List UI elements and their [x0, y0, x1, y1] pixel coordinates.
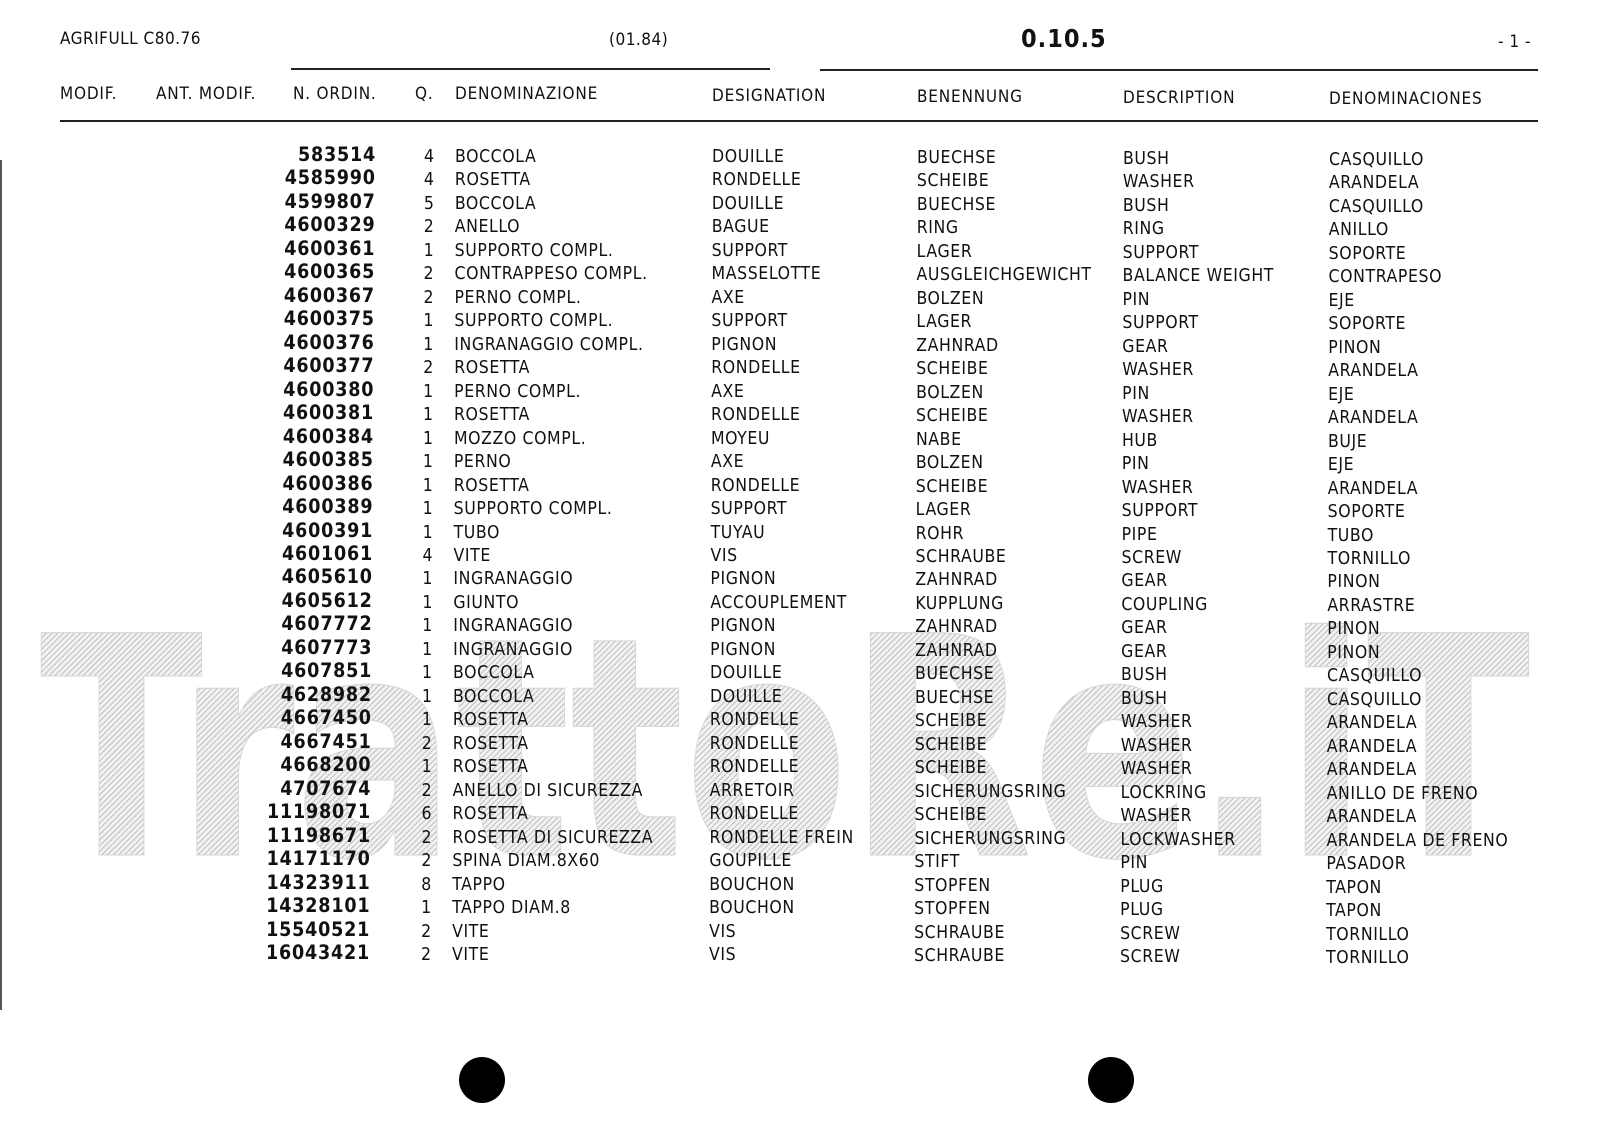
denominazione: BOCCOLA: [455, 147, 537, 167]
designation: RONDELLE: [711, 358, 801, 379]
quantity: 2: [421, 851, 432, 872]
denominacion: PINON: [1327, 572, 1381, 593]
denominazione: ROSETTA: [452, 757, 529, 778]
designation: GOUPILLE: [709, 851, 792, 872]
benennung: SCHEIBE: [914, 711, 988, 732]
description: HUB: [1121, 430, 1158, 451]
designation: PIGNON: [710, 569, 777, 590]
benennung: AUSGLEICHGEWICHT: [916, 265, 1092, 286]
designation: VIS: [710, 546, 738, 566]
quantity: 2: [421, 827, 433, 848]
denominazione: PERNO: [453, 452, 512, 473]
denominacion: ANILLO DE FRENO: [1326, 783, 1479, 804]
part-number: 4628982: [280, 682, 372, 706]
denominazione: SUPPORTO COMPL.: [453, 499, 613, 520]
benennung: SCHEIBE: [914, 805, 987, 826]
denominacion: ARANDELA: [1328, 408, 1419, 429]
description: SUPPORT: [1121, 501, 1199, 522]
quantity: 4: [422, 546, 434, 566]
benennung: ZAHNRAD: [915, 570, 998, 591]
part-number: 4600389: [282, 495, 374, 519]
denominacion: CASQUILLO: [1328, 196, 1424, 217]
part-number: 11198671: [266, 823, 371, 847]
quantity: 1: [423, 405, 434, 426]
benennung: SCHEIBE: [916, 359, 989, 380]
denominacion: CASQUILLO: [1327, 666, 1423, 687]
benennung: LAGER: [916, 312, 973, 333]
designation: VIS: [709, 945, 737, 965]
denominacion: ARANDELA DE FRENO: [1326, 830, 1509, 851]
part-number: 4601061: [281, 542, 373, 565]
description: PIN: [1121, 454, 1150, 475]
col-modif: MODIF.: [60, 84, 118, 104]
benennung: BOLZEN: [916, 288, 985, 309]
print-date: (01.84): [609, 30, 669, 50]
designation: AXE: [711, 381, 745, 402]
quantity: 2: [421, 945, 432, 965]
denominacion: TAPON: [1326, 877, 1382, 898]
part-number: 4599807: [284, 189, 376, 213]
benennung: BUECHSE: [914, 687, 995, 708]
col-qty: Q.: [415, 84, 434, 104]
designation: RONDELLE: [709, 733, 800, 754]
designation: AXE: [710, 452, 745, 473]
quantity: 1: [422, 663, 433, 684]
description: WASHER: [1120, 806, 1193, 827]
col-french: DESIGNATION: [712, 86, 827, 106]
description: LOCKWASHER: [1120, 829, 1236, 850]
denominacion: TUBO: [1327, 525, 1375, 546]
designation: SUPPORT: [711, 240, 789, 261]
benennung: BUECHSE: [917, 148, 997, 168]
benennung: BUECHSE: [916, 194, 997, 215]
denominazione: SUPPORTO COMPL.: [454, 311, 614, 332]
description: PIN: [1120, 853, 1149, 874]
description: BALANCE WEIGHT: [1122, 266, 1274, 287]
denominazione: ROSETTA: [454, 170, 531, 191]
designation: MOYEU: [710, 428, 771, 449]
description: SUPPORT: [1122, 242, 1200, 263]
col-german: BENENNUNG: [917, 87, 1023, 107]
part-number: 4600384: [282, 424, 374, 448]
denominacion: PINON: [1327, 619, 1381, 640]
denominazione: ANELLO: [454, 217, 521, 238]
benennung: SCHRAUBE: [914, 946, 1005, 966]
benennung: KUPPLUNG: [915, 593, 1004, 614]
part-number: 4600391: [282, 518, 374, 542]
denominazione: TAPPO: [452, 874, 506, 895]
benennung: STOPFEN: [914, 899, 991, 920]
quantity: 1: [422, 616, 433, 637]
quantity: 1: [423, 334, 434, 355]
denominazione: INGRANAGGIO: [453, 639, 574, 660]
part-number: 14328101: [266, 894, 371, 918]
part-number: 11198071: [266, 800, 372, 824]
part-number: 4607773: [281, 635, 373, 659]
benennung: SCHEIBE: [915, 476, 989, 497]
quantity: 1: [422, 522, 434, 543]
benennung: BOLZEN: [916, 382, 984, 403]
svg-text:TrattoRe.iT: TrattoRe.iT: [40, 572, 1532, 927]
quantity: 2: [423, 358, 434, 379]
denominazione: ROSETTA: [452, 710, 529, 731]
denominacion: ANILLO: [1328, 220, 1389, 241]
denominacion: PINON: [1327, 642, 1381, 663]
benennung: NABE: [915, 429, 962, 450]
denominazione: ROSETTA DI SICUREZZA: [452, 827, 654, 848]
designation: BOUCHON: [709, 898, 795, 919]
designation: SUPPORT: [710, 499, 788, 520]
denominacion: ARANDELA: [1327, 478, 1419, 499]
part-number: 4600361: [284, 236, 376, 260]
designation: VIS: [709, 921, 737, 942]
description: WASHER: [1120, 735, 1193, 756]
quantity: 1: [422, 592, 433, 613]
description: COUPLING: [1121, 594, 1208, 615]
denominacion: PASADOR: [1326, 854, 1407, 875]
scan-edge: [0, 160, 2, 1010]
part-number: 4585990: [284, 166, 376, 190]
designation: RONDELLE: [709, 804, 799, 825]
description: BUSH: [1123, 149, 1170, 169]
denominazione: CONTRAPPESO COMPL.: [454, 264, 648, 285]
table-header-rule: [60, 120, 1538, 122]
designation: DOUILLE: [710, 663, 783, 684]
quantity: 1: [423, 311, 434, 332]
denominazione: INGRANAGGIO: [453, 569, 574, 590]
benennung: ZAHNRAD: [915, 640, 998, 661]
benennung: SCHRAUBE: [914, 922, 1005, 943]
part-number: 15540521: [266, 917, 371, 941]
denominacion: SOPORTE: [1328, 243, 1407, 264]
benennung: LAGER: [916, 241, 973, 262]
benennung: STOPFEN: [914, 875, 991, 896]
denominazione: ANELLO DI SICUREZZA: [452, 780, 643, 801]
quantity: 1: [422, 569, 434, 590]
denominazione: PERNO COMPL.: [454, 287, 582, 308]
part-number: 4600365: [284, 260, 376, 284]
denominazione: ROSETTA: [454, 358, 531, 379]
description: GEAR: [1121, 618, 1168, 639]
designation: AXE: [711, 287, 745, 308]
denominazione: VITE: [452, 921, 490, 942]
description: GEAR: [1122, 336, 1169, 357]
denominacion: CASQUILLO: [1329, 150, 1425, 170]
part-number: 4600375: [283, 307, 375, 331]
quantity: 4: [424, 147, 435, 167]
denominazione: INGRANAGGIO: [453, 616, 574, 637]
designation: PIGNON: [710, 616, 777, 637]
quantity: 1: [422, 452, 434, 473]
quantity: 2: [421, 780, 433, 801]
denominacion: ARRASTRE: [1327, 595, 1416, 616]
benennung: ZAHNRAD: [916, 335, 999, 356]
denominazione: ROSETTA: [454, 405, 530, 426]
denominacion: CONTRAPESO: [1328, 267, 1443, 288]
denominacion: EJE: [1328, 384, 1355, 405]
description: SUPPORT: [1122, 313, 1199, 334]
designation: RONDELLE FREIN: [709, 827, 854, 848]
benennung: SCHEIBE: [914, 758, 988, 779]
quantity: 1: [421, 898, 432, 919]
denominacion: EJE: [1328, 290, 1355, 311]
quantity: 5: [423, 193, 435, 214]
designation: BOUCHON: [709, 874, 795, 895]
binder-hole-left: [459, 1057, 505, 1103]
denominazione: TUBO: [453, 522, 501, 543]
header-rule-left: [291, 68, 770, 70]
quantity: 2: [421, 921, 432, 942]
benennung: SCHEIBE: [916, 171, 990, 192]
part-number: 14323911: [266, 870, 371, 894]
description: RING: [1122, 219, 1165, 240]
description: WASHER: [1121, 477, 1194, 498]
header-rule-right: [820, 69, 1538, 71]
description: WASHER: [1122, 172, 1195, 193]
part-number: 4668200: [280, 753, 372, 777]
description: PLUG: [1120, 876, 1164, 897]
binder-hole-right: [1088, 1057, 1134, 1103]
denominazione: VITE: [453, 546, 491, 566]
denominazione: ROSETTA: [453, 475, 530, 496]
benennung: SCHEIBE: [914, 734, 988, 755]
description: PIN: [1122, 289, 1151, 310]
benennung: BOLZEN: [915, 453, 984, 474]
part-number: 16043421: [265, 941, 370, 964]
description: BUSH: [1122, 195, 1170, 216]
description: LOCKRING: [1120, 782, 1207, 803]
quantity: 1: [423, 381, 434, 402]
designation: SUPPORT: [711, 311, 788, 332]
part-number: 4600377: [283, 354, 375, 378]
description: PIPE: [1121, 524, 1158, 545]
denominazione: TAPPO DIAM.8: [452, 898, 571, 919]
col-english: DESCRIPTION: [1123, 88, 1236, 108]
quantity: 1: [422, 428, 434, 449]
part-number: 4605612: [281, 588, 373, 612]
benennung: ZAHNRAD: [915, 617, 998, 638]
part-number: 4667451: [280, 729, 372, 753]
denominacion: ARANDELA: [1326, 760, 1418, 781]
description: WASHER: [1120, 759, 1193, 780]
denominazione: INGRANAGGIO COMPL.: [454, 334, 644, 355]
denominazione: VITE: [452, 945, 490, 965]
designation: BAGUE: [711, 217, 770, 238]
denominacion: TORNILLO: [1327, 549, 1411, 569]
designation: RONDELLE: [711, 170, 802, 191]
page-number: - 1 -: [1498, 32, 1531, 52]
benennung: ROHR: [915, 523, 965, 544]
designation: DOUILLE: [711, 193, 785, 214]
designation: RONDELLE: [709, 757, 800, 778]
benennung: LAGER: [915, 500, 972, 521]
description: SCREW: [1120, 923, 1181, 944]
denominacion: BUJE: [1327, 431, 1368, 452]
quantity: 8: [421, 874, 432, 895]
description: GEAR: [1121, 641, 1168, 662]
benennung: SCHEIBE: [916, 406, 989, 427]
part-number: 4600386: [282, 471, 374, 495]
quantity: 1: [422, 639, 433, 660]
denominacion: ARANDELA: [1326, 713, 1418, 734]
benennung: BUECHSE: [915, 664, 995, 685]
denominacion: TORNILLO: [1326, 924, 1410, 945]
description: WASHER: [1120, 712, 1193, 733]
description: SCREW: [1121, 548, 1182, 568]
part-number: 4667450: [280, 706, 372, 730]
denominacion: ARANDELA: [1328, 361, 1419, 382]
denominacion: TAPON: [1326, 901, 1382, 922]
col-ant-modif: ANT. MODIF.: [156, 84, 257, 104]
quantity: 2: [423, 287, 435, 308]
designation: DOUILLE: [712, 147, 785, 167]
part-number: 4600376: [283, 330, 375, 354]
denominacion: SOPORTE: [1327, 502, 1406, 523]
designation: RONDELLE: [709, 710, 800, 731]
quantity: 1: [421, 710, 433, 731]
quantity: 1: [421, 686, 433, 707]
benennung: SICHERUNGSRING: [914, 828, 1067, 849]
denominacion: EJE: [1327, 455, 1355, 476]
denominazione: ROSETTA: [452, 733, 529, 754]
designation: RONDELLE: [711, 405, 801, 426]
quantity: 2: [423, 264, 435, 285]
part-number: 583514: [297, 143, 376, 166]
denominacion: ARANDELA: [1326, 736, 1418, 757]
denominacion: ARANDELA: [1326, 807, 1417, 828]
description: WASHER: [1122, 360, 1194, 381]
part-number: 4607772: [281, 612, 373, 636]
col-n-ordin: N. ORDIN.: [293, 84, 377, 104]
denominazione: ROSETTA: [452, 804, 529, 825]
denominacion: SOPORTE: [1328, 314, 1407, 335]
designation: RONDELLE: [710, 475, 801, 496]
quantity: 1: [422, 499, 434, 520]
description: BUSH: [1121, 665, 1168, 686]
description: SCREW: [1120, 947, 1181, 967]
denominacion: TORNILLO: [1326, 948, 1410, 968]
quantity: 4: [423, 170, 435, 191]
part-number: 4600367: [283, 283, 375, 307]
denominacion: CASQUILLO: [1326, 689, 1422, 710]
part-number: 4600381: [283, 401, 375, 425]
part-number: 4600329: [284, 213, 376, 237]
quantity: 2: [423, 217, 435, 238]
denominazione: BOCCOLA: [452, 686, 535, 707]
designation: ARRETOIR: [709, 780, 795, 801]
benennung: RING: [916, 218, 959, 239]
denominazione: SPINA DIAM.8X60: [452, 851, 600, 872]
col-italian: DENOMINAZIONE: [455, 84, 599, 104]
quantity: 1: [421, 757, 433, 778]
denominazione: BOCCOLA: [453, 663, 535, 684]
denominacion: ARANDELA: [1328, 173, 1420, 194]
part-number: 4707674: [280, 776, 372, 800]
description: BUSH: [1120, 688, 1168, 709]
quantity: 1: [422, 475, 434, 496]
quantity: 2: [421, 733, 433, 754]
description: WASHER: [1122, 407, 1194, 428]
description: PIN: [1122, 383, 1150, 404]
benennung: STIFT: [914, 852, 960, 873]
group-code: 0.10.5: [1021, 24, 1107, 53]
denominazione: MOZZO COMPL.: [453, 428, 587, 449]
denominazione: SUPPORTO COMPL.: [454, 240, 614, 261]
model-name: AGRIFULL C80.76: [60, 29, 201, 49]
designation: MASSELOTTE: [711, 264, 822, 285]
quantity: 6: [421, 804, 433, 825]
designation: PIGNON: [710, 639, 777, 660]
part-number: 4607851: [281, 659, 373, 683]
part-number: 4605610: [281, 565, 373, 589]
denominacion: PINON: [1328, 337, 1382, 358]
description: PLUG: [1120, 900, 1164, 921]
part-number: 4600380: [283, 377, 375, 401]
designation: ACCOUPLEMENT: [710, 592, 848, 613]
quantity: 1: [423, 240, 435, 261]
denominazione: GIUNTO: [453, 592, 520, 613]
description: GEAR: [1121, 571, 1168, 592]
benennung: SCHRAUBE: [915, 547, 1007, 567]
part-number: 4600385: [282, 448, 374, 472]
designation: DOUILLE: [709, 686, 783, 707]
denominazione: BOCCOLA: [454, 193, 537, 214]
col-spanish: DENOMINACIONES: [1329, 89, 1483, 109]
designation: PIGNON: [711, 334, 778, 355]
part-number: 14171170: [266, 847, 371, 871]
benennung: SICHERUNGSRING: [914, 781, 1067, 802]
denominazione: PERNO COMPL.: [454, 381, 582, 402]
designation: TUYAU: [710, 522, 766, 543]
